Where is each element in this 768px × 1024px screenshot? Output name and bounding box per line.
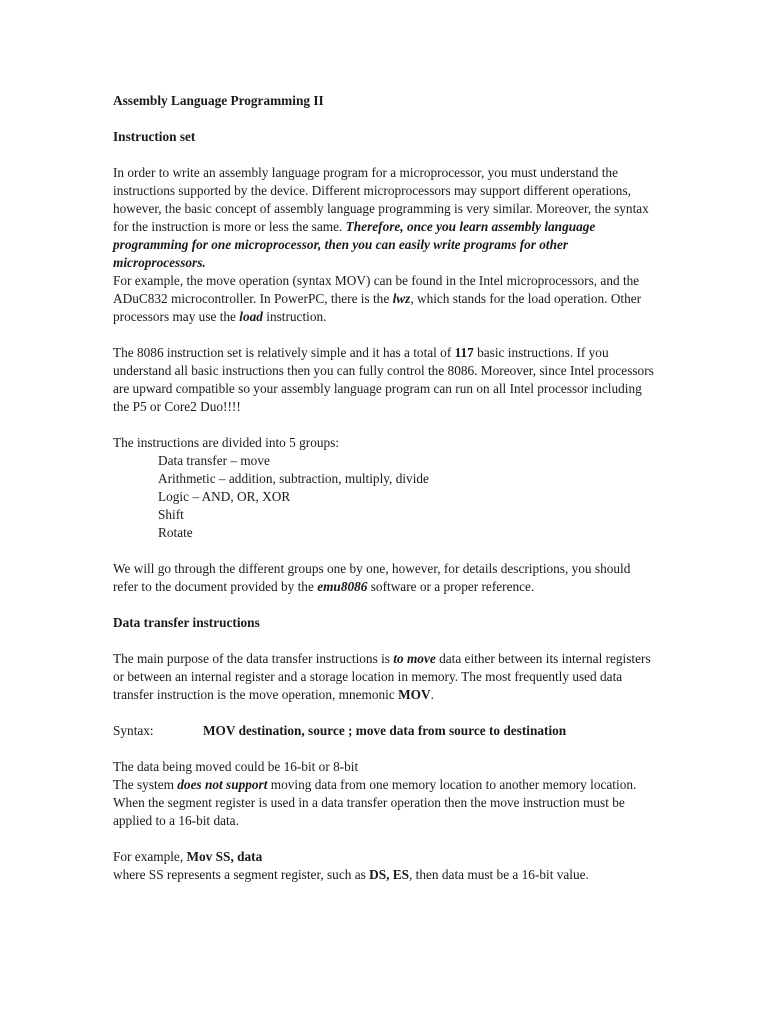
- bold-text: Mov SS, data: [186, 849, 263, 864]
- paragraph-data-size: The data being moved could be 16-bit or 8-bit: [113, 759, 359, 774]
- paragraph-text: software or a proper reference.: [367, 579, 535, 594]
- paragraph-intro: [113, 164, 658, 272]
- paragraph-memory-note: [113, 776, 658, 830]
- section-heading-instruction-set: Instruction set: [113, 129, 196, 144]
- paragraph-text: basic instructions. If you understand all basic instructions then you can fully control the 8086. Moreover, since Intel processors are upward compatible so your assembly language program can run on all Intel processor including the P5 or Core2 Duo!!!!: [113, 345, 654, 414]
- paragraph-example-mov: [113, 848, 658, 866]
- syntax-label: Syntax:: [113, 723, 154, 738]
- paragraph-text: , then data must be a 16-bit value.: [409, 867, 589, 882]
- paragraph-8086-set: [113, 344, 658, 416]
- bold-text: DS, ES: [369, 867, 410, 882]
- bold-text: 117: [454, 345, 474, 360]
- group-item: Shift: [158, 507, 184, 522]
- paragraph-text: .: [430, 687, 434, 702]
- paragraph-text: In order to write an assembly language program for a microprocessor, you must understand the instructions supported by the device. Different microprocessors may support different operations, however, the basic concept of assembly language programming is very similar. Moreover, the syntax for the instruction is more or less the same.: [113, 165, 649, 234]
- paragraph-data-transfer: [113, 650, 658, 704]
- paragraph-text: instruction.: [262, 309, 327, 324]
- group-item: Data transfer – move: [158, 453, 270, 468]
- emphasis-text: to move: [393, 651, 436, 666]
- syntax-line: [113, 722, 658, 740]
- emphasis-text: emu8086: [317, 579, 368, 594]
- group-item: Arithmetic – addition, subtraction, multiply, divide: [158, 471, 429, 486]
- paragraph-text: For example, the move operation (syntax MOV) can be found in the Intel microprocessors, and the ADuC832 microcontroller. In PowerPC, there is the: [113, 273, 640, 306]
- emphasis-text: does not support: [177, 777, 268, 792]
- paragraph-text: where SS represents a segment register, such as: [113, 867, 370, 882]
- paragraph-text: The 8086 instruction set is relatively simple and it has a total of: [113, 345, 455, 360]
- bold-text: MOV: [398, 687, 431, 702]
- paragraph-groups-note: [113, 560, 658, 596]
- group-item: Rotate: [158, 525, 193, 540]
- emphasis-text: lwz: [392, 291, 411, 306]
- emphasis-text: load: [239, 309, 263, 324]
- paragraph-text: data either between its internal registers or between an internal register and a storage location in memory. The most frequently used data transfer instruction is the move operation, mnemonic: [113, 651, 651, 702]
- emphasis-text: Therefore, once you learn assembly language programming for one microprocessor, then you can easily write programs for other microprocessors.: [113, 219, 596, 270]
- paragraph-text: The main purpose of the data transfer instructions is: [113, 651, 394, 666]
- group-item: Logic – AND, OR, XOR: [158, 489, 291, 504]
- syntax-value: MOV destination, source ; move data from source to destination: [203, 723, 567, 738]
- section-heading-data-transfer: Data transfer instructions: [113, 615, 260, 630]
- paragraph-text: moving data from one memory location to another memory location. When the segment register is used in a data transfer operation then the move instruction must be applied to a 16-bit data.: [113, 777, 637, 828]
- groups-intro: The instructions are divided into 5 groups:: [113, 435, 340, 450]
- paragraph-text: The system: [113, 777, 178, 792]
- paragraph-text: , which stands for the load operation. Other processors may use the: [113, 291, 642, 324]
- paragraph-text: For example,: [113, 849, 187, 864]
- paragraph-segment-note: [113, 866, 658, 884]
- document-title: Assembly Language Programming II: [113, 93, 324, 108]
- document-page: [113, 92, 658, 884]
- paragraph-mov-example: [113, 272, 658, 326]
- paragraph-text: We will go through the different groups one by one, however, for details descriptions, you should refer to the document provided by the: [113, 561, 631, 594]
